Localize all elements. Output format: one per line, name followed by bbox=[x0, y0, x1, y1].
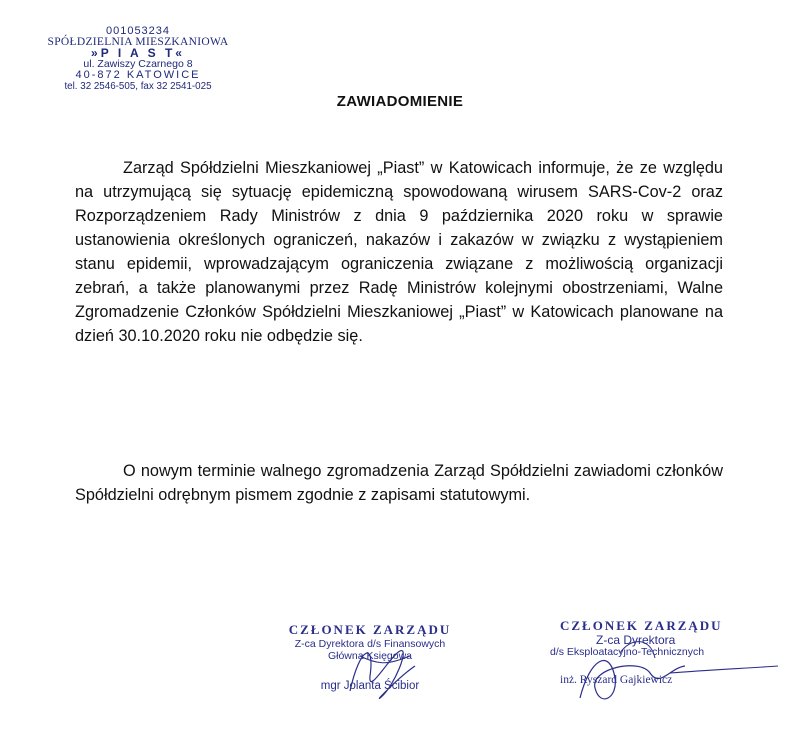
signature-name: inż. Ryszard Gajkiewicz bbox=[560, 674, 673, 686]
signature-role: CZŁONEK ZARZĄDU bbox=[288, 622, 452, 637]
signature-block-left bbox=[270, 622, 470, 692]
signature-name: mgr Jolanta Ścibior bbox=[320, 680, 420, 692]
stamp-number: 001053234 bbox=[105, 25, 171, 37]
organization-stamp bbox=[38, 26, 238, 92]
stamp-phone: tel. 32 2546-505, fax 32 2541-025 bbox=[64, 81, 212, 92]
stamp-org-line: SPÓŁDZIELNIA MIESZKANIOWA bbox=[47, 36, 229, 48]
signature-position-line1: Z-ca Dyrektora d/s Finansowych bbox=[294, 638, 446, 650]
document-title: ZAWIADOMIENIE bbox=[336, 93, 464, 110]
signature-position-line1: Z-ca Dyrektora bbox=[596, 633, 676, 647]
stamp-street: ul. Zawiszy Czarnego 8 bbox=[83, 58, 193, 70]
signature-position-line2: Główna Księgowa bbox=[327, 650, 413, 662]
body-paragraph-2: O nowym terminie walnego zgromadzenia Zarząd Spółdzielni zawiadomi członków Spółdzielni odrębnym pismem zgodnie z zapisami statutowymi. bbox=[75, 462, 723, 504]
body-paragraph-1: Zarząd Spółdzielni Mieszkaniowej „Piast” w Katowicach informuje, że ze względu na utrzymującą się sytuację epidemiczną spowodowaną wirusem SARS-Cov-2 oraz Rozporządzeniem Rady Ministrów z dnia 9 października 2020 roku w sprawie ustanowienia określonych ograniczeń, nakazów i zakazów w związku z wystąpieniem stanu epidemii, wprowadzającym ograniczenia związane z możliwością organizacji zebrań, a także planowanymi przez Radę Ministrów kolejnymi obostrzeniami, Walne Zgromadzenie Członków Spółdzielni Mieszkaniowej „Piast” w Katowicach planowane na dzień 30.10.2020 roku nie odbędzie się. bbox=[75, 159, 723, 345]
signature-block-right bbox=[550, 618, 760, 686]
stamp-city: 40-872 KATOWICE bbox=[75, 69, 201, 81]
signature-role: CZŁONEK ZARZĄDU bbox=[560, 618, 723, 633]
signature-position-line2: d/s Eksploatacyjno-Technicznych bbox=[550, 646, 705, 658]
stamp-name: »P I A S T« bbox=[91, 46, 185, 60]
